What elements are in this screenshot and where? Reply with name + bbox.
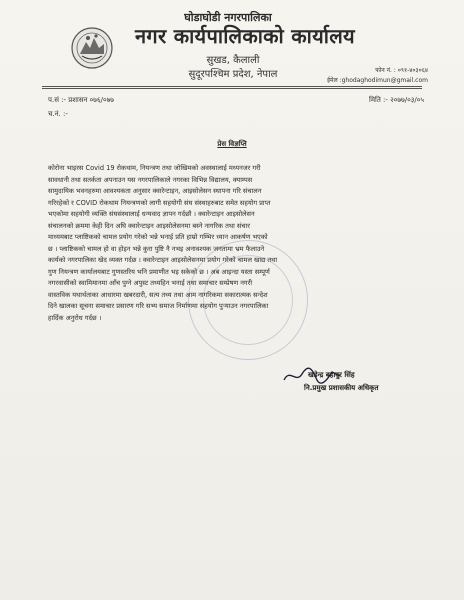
body-line: वास्तविक यथार्थताका आधारमा खबरदारी, सत्य तथ्य तथा आम नागरिकमा सकारात्मक सन्देश xyxy=(48,290,268,299)
dispatch-number: च.नं. :- xyxy=(48,110,68,118)
body-line: संचालनको क्रममा केही दिन अघि क्वारेन्टाइन आइसोलेसनमा बस्ने नागरिक तथा संचार xyxy=(48,221,250,230)
reference-number: प.सं :- प्रशासन ०७६/०७७ xyxy=(48,96,114,104)
body-line: दिने खालका सूचना समाचार प्रसारण गरि सभ्य समाज निर्माणमा सहयोग पुर्‍याउन नगरपालिका xyxy=(48,302,269,310)
body-line: गुण नियन्त्रण कार्यालयबाट गुणस्तरिय भनि प्रमाणीत भइ सकेको छ । अब आइन्दा यस्ता सम्पूर्ण xyxy=(48,267,270,276)
letter-date: मिति :- २०७७/०३/०५ xyxy=(369,96,424,104)
body-line: कार्यको नगरपालिका खेद व्यक्त गर्दछ । क्वारेन्टाइन आइसोलेसनमा प्रयोग गरेको चामल खाद्य तथा xyxy=(48,256,278,264)
body-line: कोरोना भाइरस Covid 19 रोकथाम, नियन्त्रण तथा जोखिमको अवस्थालाई मध्यनजर गरी xyxy=(48,164,261,172)
signatory-title: नि.प्रमुख प्रशासकीय अधिकृत xyxy=(304,384,379,392)
email-address: ईमेल :ghodaghodimun@gmail.com xyxy=(327,77,428,84)
phone-number: फोन नं. : ०९१-४०३०६४ xyxy=(375,67,428,74)
press-release-body xyxy=(48,163,420,324)
office-name: नगर कार्यपालिकाको कार्यालय xyxy=(135,24,355,48)
body-line: गरिरहेको र COVID रोकथाम नियन्त्रणको लागी सहयोगी संघ संस्थाहरुबाट समेत सहयोग प्राप्त xyxy=(48,198,271,207)
body-line: हार्दिक अनुरोध गर्दछ । xyxy=(48,313,102,322)
office-province: सुदूरपश्चिम प्रदेश, नेपाल xyxy=(188,69,278,80)
body-line: माध्यमबाट प्लाष्टिकको चामल प्रयोग गरेको भन्ने भनाई प्रति हाम्रो गम्भिर ध्यान आकर्षण भएको xyxy=(48,233,268,241)
body-line: नगरवासीको स्वामिमानमा आँच पुग्ने अपुस्ट तथ्यहिन भनाई तथा समाचार सम्प्रेषण नगरी xyxy=(48,279,253,287)
document-title: प्रेस विज्ञप्ति xyxy=(217,140,247,148)
body-line: छ । प्लाष्टिकको चामल हो वा होइन भन्ने कुरा पुष्टि नै नभइ अनावश्यक जनतामा भ्रम फैलाउने xyxy=(48,244,265,253)
nepal-emblem-icon xyxy=(70,26,114,70)
body-line: भएकोमा सहयोगी व्यक्ति संघसंस्थालाई धन्यवाद ज्ञापन गर्दछौ । क्वारेन्टाइन आइसोलेसन xyxy=(48,210,255,218)
header-divider-second xyxy=(42,88,422,89)
municipality-name: घोडाघोडी नगरपालिका xyxy=(184,11,272,24)
signatory-name: खडेन्द्र बहादुर सिंह xyxy=(308,371,355,379)
office-location: सुखड, कैलाली xyxy=(206,55,260,66)
header-divider xyxy=(42,86,422,87)
body-line: सावधानी तथा सतर्कता अपनाउन यस नगरपालिकाले नगरका विभिन्न विद्यालय, क्याम्पस xyxy=(48,175,253,184)
body-line: सामुदायिक भवनहरुमा आवश्यकता अनुसार क्वारेन्टाइन, आइसोलेसन स्थापना गरि संचालन xyxy=(48,187,262,195)
